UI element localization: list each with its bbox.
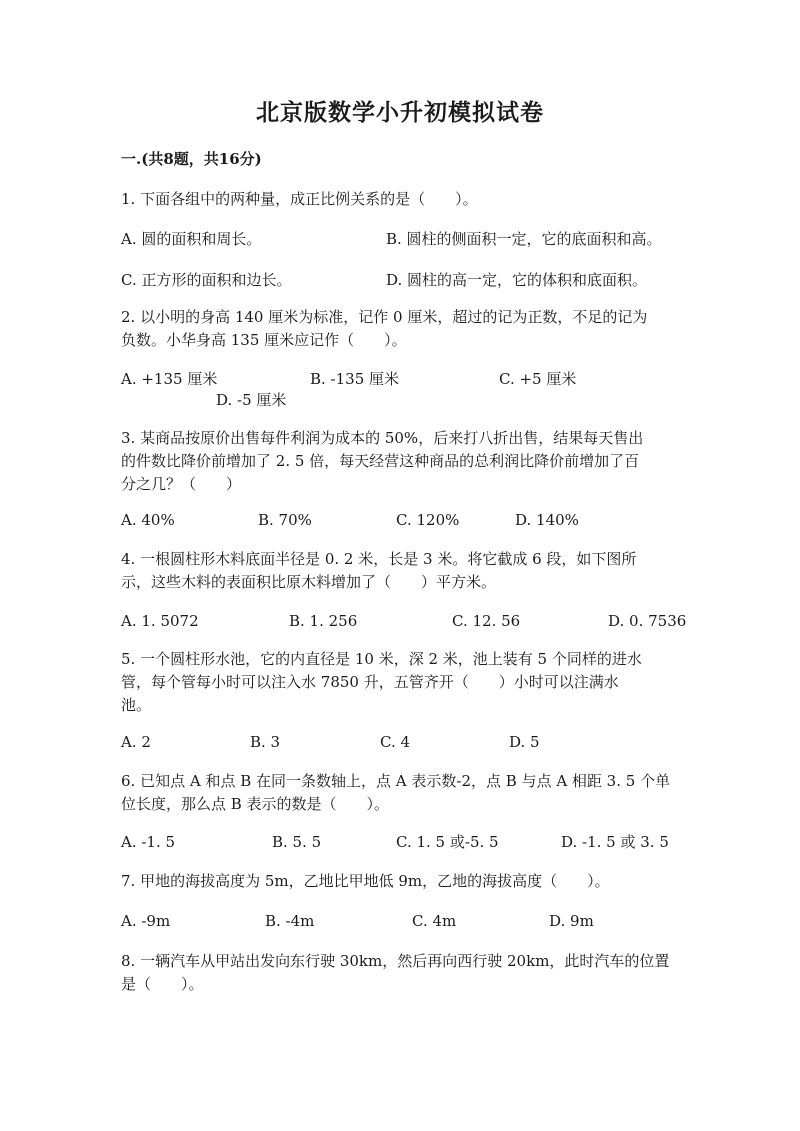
question-text-line: 分之几？（ ） — [121, 475, 242, 493]
question-2 — [121, 306, 681, 352]
option-d: D. 5 — [509, 733, 540, 751]
option-c: C. 1. 5 或-5. 5 — [396, 833, 499, 851]
option-d: D. 9m — [549, 912, 594, 930]
option-c: C. 4 — [380, 733, 411, 751]
option-b: B. 1. 256 — [289, 612, 358, 630]
option-b: B. -4m — [265, 912, 315, 930]
question-text-line: 5. 一个圆柱形水池，它的内直径是 10 米，深 2 米，池上装有 5 个同样的进水 — [121, 650, 642, 668]
option-d: D. 140% — [515, 511, 579, 529]
option-c: C. 12. 56 — [452, 612, 521, 630]
option-a: A. 1. 5072 — [121, 612, 199, 630]
question-text-line: 1. 下面各组中的两种量，成正比例关系的是（ ）。 — [121, 190, 478, 208]
option-b: B. 3 — [250, 733, 281, 751]
question-text-line: 池。 — [121, 696, 152, 714]
question-1 — [121, 188, 681, 211]
option-a: A. +135 厘米 — [121, 370, 218, 388]
question-text-line: 的件数比降价前增加了 2. 5 倍，每天经营这种商品的总利润比降价前增加了百 — [121, 452, 640, 470]
option-b: B. 圆柱的侧面积一定，它的底面积和高。 — [386, 230, 662, 248]
option-b: B. 70% — [258, 511, 312, 529]
question-text-line: 7. 甲地的海拔高度为 5m，乙地比甲地低 9m，乙地的海拔高度（ ）。 — [121, 872, 610, 890]
question-text-line: 是（ ）。 — [121, 975, 204, 993]
option-c: C. +5 厘米 — [499, 370, 577, 388]
question-text-line: 3. 某商品按原价出售每件利润为成本的 50%，后来打八折出售，结果每天售出 — [121, 429, 644, 447]
question-text-line: 6. 已知点 A 和点 B 在同一条数轴上，点 A 表示数-2，点 B 与点 A 相距 3. 5 个单 — [121, 772, 671, 790]
option-a: A. 圆的面积和周长。 — [121, 230, 262, 248]
option-a: A. -9m — [121, 912, 171, 930]
section-heading: 一.(共8题，共16分) — [121, 150, 262, 168]
question-text-line: 2. 以小明的身高 140 厘米为标准，记作 0 厘米，超过的记为正数，不足的记为 — [121, 308, 648, 326]
option-d: D. -5 厘米 — [216, 391, 287, 409]
option-a: A. -1. 5 — [121, 833, 176, 851]
question-text-line: 位长度，那么点 B 表示的数是（ ）。 — [121, 795, 390, 813]
question-text-line: 8. 一辆汽车从甲站出发向东行驶 30km，然后再向西行驶 20km，此时汽车的位置 — [121, 952, 670, 970]
option-c: C. 120% — [396, 511, 460, 529]
option-b: B. -135 厘米 — [310, 370, 400, 388]
option-d: D. -1. 5 或 3. 5 — [561, 833, 669, 851]
question-5 — [121, 648, 681, 717]
option-d: D. 0. 7536 — [608, 612, 687, 630]
question-text-line: 4. 一根圆柱形木料底面半径是 0. 2 米，长是 3 米。将它截成 6 段，如下图所 — [121, 550, 637, 568]
option-a: A. 40% — [121, 511, 175, 529]
question-text-line: 示，这些木料的表面积比原木料增加了（ ）平方米。 — [121, 573, 497, 591]
option-b: B. 5. 5 — [272, 833, 322, 851]
question-4 — [121, 548, 681, 594]
question-7 — [121, 870, 681, 893]
page-title: 北京版数学小升初模拟试卷 — [256, 99, 544, 126]
option-a: A. 2 — [121, 733, 151, 751]
question-6 — [121, 770, 681, 816]
option-d: D. 圆柱的高一定，它的体积和底面积。 — [386, 271, 648, 289]
question-3 — [121, 427, 681, 496]
option-c: C. 正方形的面积和边长。 — [121, 271, 292, 289]
question-8 — [121, 950, 681, 996]
question-text-line: 负数。小华身高 135 厘米应记作（ ）。 — [121, 331, 407, 349]
option-c: C. 4m — [412, 912, 457, 930]
question-text-line: 管，每个管每小时可以注入水 7850 升，五管齐开（ ）小时可以注满水 — [121, 673, 619, 691]
